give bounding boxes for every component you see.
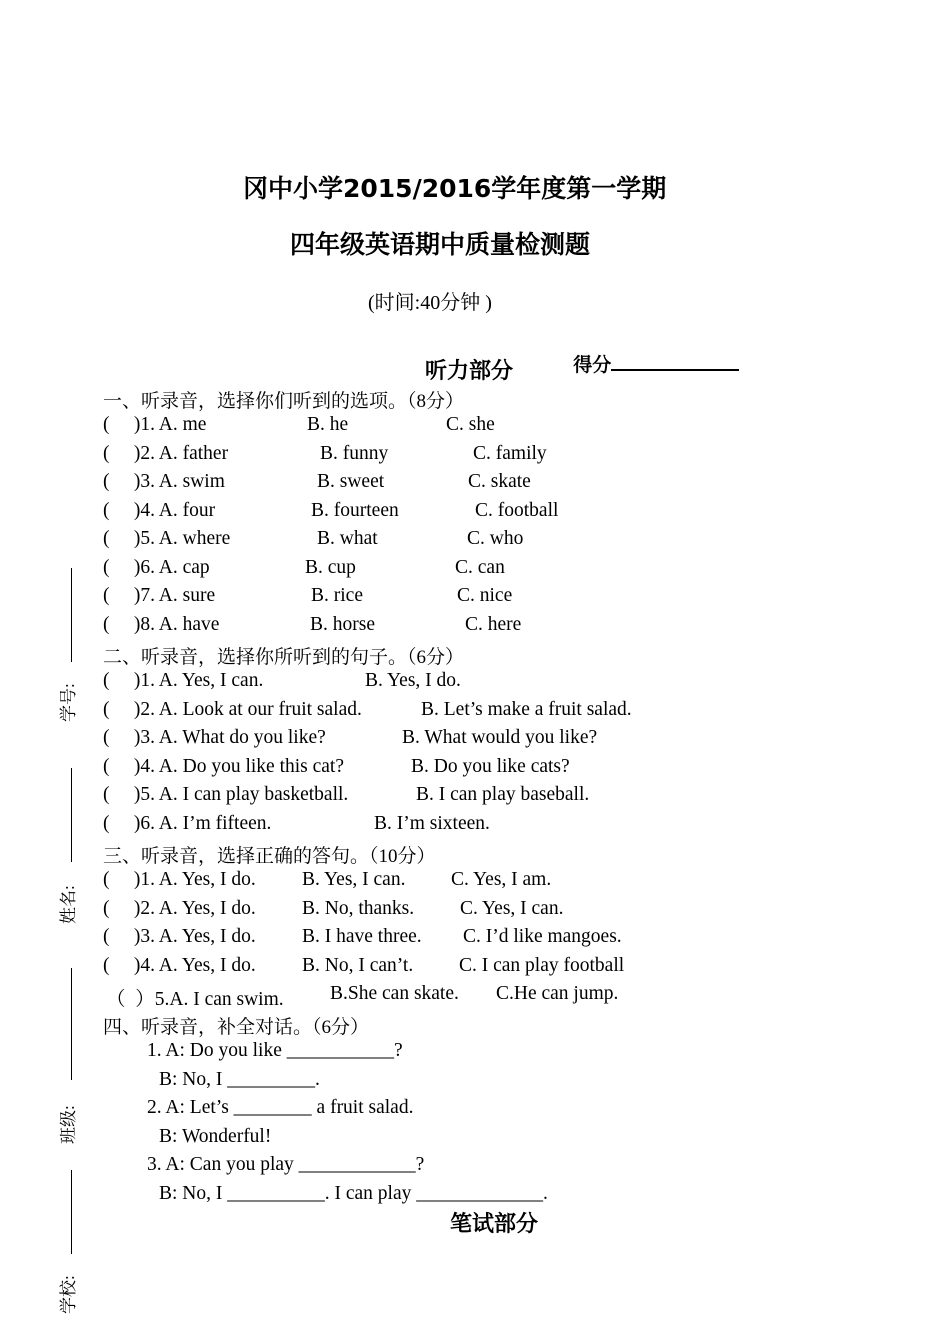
part4-dialogue-line-5: 3. A: Can you play ____________? [147,1154,425,1175]
part1-item-5-b: B. what [317,528,378,549]
part3-item-1-c: C. Yes, I am. [451,869,552,890]
part4-heading: 四、听录音，补全对话。（6分） [103,1017,370,1038]
part4-dialogue-line-2: B: No, I _________. [159,1068,320,1090]
part2-item-3-a: ( )3. A. What do you like? [103,727,326,748]
part3-item-5-b: B.She can skate. [330,983,459,1004]
part1-item-3-c: C. skate [468,471,531,492]
part1-item-2-b: B. funny [320,442,389,464]
part4-dialogue-line-1: 1. A: Do you like ___________? [147,1040,403,1061]
margin-rule-2 [71,768,72,862]
part2-item-2-a: ( )2. A. Look at our fruit salad. [103,698,362,720]
part2-item-6-b: B. I’m sixteen. [374,812,490,834]
part2-item-1-a: ( )1. A. Yes, I can. [103,670,264,691]
part1-item-4-c: C. football [475,499,559,521]
score-blank [611,351,739,371]
part2-item-1-b: B. Yes, I do. [365,670,461,691]
time-note: (时间:40分钟 ) [368,292,492,314]
part1-item-8-a: ( )8. A. have [103,613,220,635]
margin-rule-1 [71,568,72,662]
part3-item-3-c: C. I’d like mangoes. [463,926,622,947]
part4-dialogue-line-6: B: No, I __________. I can play _____________. [159,1182,548,1204]
part1-item-1-a: ( )1. A. me [103,414,207,435]
part3-item-3-a: ( )3. A. Yes, I do. [103,926,256,947]
class-label: 班级: [59,1105,78,1144]
exam-title-line2: 四年级英语期中质量检测题 [290,230,591,259]
part3-item-2-c: C. Yes, I can. [460,897,564,919]
part1-item-2-a: ( )2. A. father [103,442,229,464]
part3-item-4-c: C. I can play football [459,954,625,976]
part1-item-1-c: C. she [446,414,495,435]
student-no-label: 学号: [59,683,78,722]
margin-rule-4 [71,1170,72,1254]
part2-item-4-b: B. Do you like cats? [411,755,570,777]
part1-item-5-c: C. who [467,528,524,549]
part1-item-2-c: C. family [473,442,547,464]
part1-item-5-a: ( )5. A. where [103,528,231,549]
part2-item-5-a: ( )5. A. I can play basketball. [103,784,349,805]
part3-item-5-a: （ ）5.A. I can swim. [106,989,284,1010]
part3-heading: 三、听录音，选择正确的答句。（10分） [103,846,436,867]
part3-item-5-c: C.He can jump. [496,983,619,1004]
part1-item-7-a: ( )7. A. sure [103,585,216,606]
margin-rule-3 [71,968,72,1080]
school-label: 学校: [59,1275,78,1314]
part1-item-1-b: B. he [307,414,349,435]
part1-item-7-b: B. rice [311,585,363,606]
part3-item-4-b: B. No, I can’t. [302,954,414,976]
part3-item-2-b: B. No, thanks. [302,897,415,919]
part1-item-3-a: ( )3. A. swim [103,471,225,492]
part1-item-8-c: C. here [465,613,522,635]
part1-heading: 一、听录音，选择你们听到的选项。（8分） [103,391,465,412]
part1-item-8-b: B. horse [310,613,375,635]
part1-item-6-b: B. cup [305,556,356,578]
part2-item-2-b: B. Let’s make a fruit salad. [421,698,632,720]
writing-section-title: 笔试部分 [450,1212,539,1237]
part1-item-6-a: ( )6. A. cap [103,556,210,578]
part4-dialogue-line-4: B: Wonderful! [159,1125,272,1147]
part1-item-7-c: C. nice [457,585,513,606]
part3-item-1-a: ( )1. A. Yes, I do. [103,869,256,890]
part3-item-4-a: ( )4. A. Yes, I do. [103,954,256,976]
part1-item-4-a: ( )4. A. four [103,499,216,521]
part2-item-6-a: ( )6. A. I’m fifteen. [103,812,272,834]
part2-heading: 二、听录音，选择你所听到的句子。（6分） [103,647,465,668]
score-label: 得分 [573,354,612,376]
exam-title-line1: 冈中小学2015/2016学年度第一学期 [243,174,667,203]
part1-item-6-c: C. can [455,556,505,578]
name-label: 姓名: [59,885,78,924]
part1-item-4-b: B. fourteen [311,499,399,521]
part2-item-4-a: ( )4. A. Do you like this cat? [103,755,344,777]
listening-section-title: 听力部分 [425,359,514,384]
part2-item-3-b: B. What would you like? [402,727,598,748]
part3-item-3-b: B. I have three. [302,926,422,947]
part4-dialogue-line-3: 2. A: Let’s ________ a fruit salad. [147,1097,414,1118]
part1-item-3-b: B. sweet [317,471,385,492]
part3-item-2-a: ( )2. A. Yes, I do. [103,897,256,919]
part2-item-5-b: B. I can play baseball. [416,784,590,805]
part3-item-1-b: B. Yes, I can. [302,869,406,890]
score-field [560,328,739,377]
